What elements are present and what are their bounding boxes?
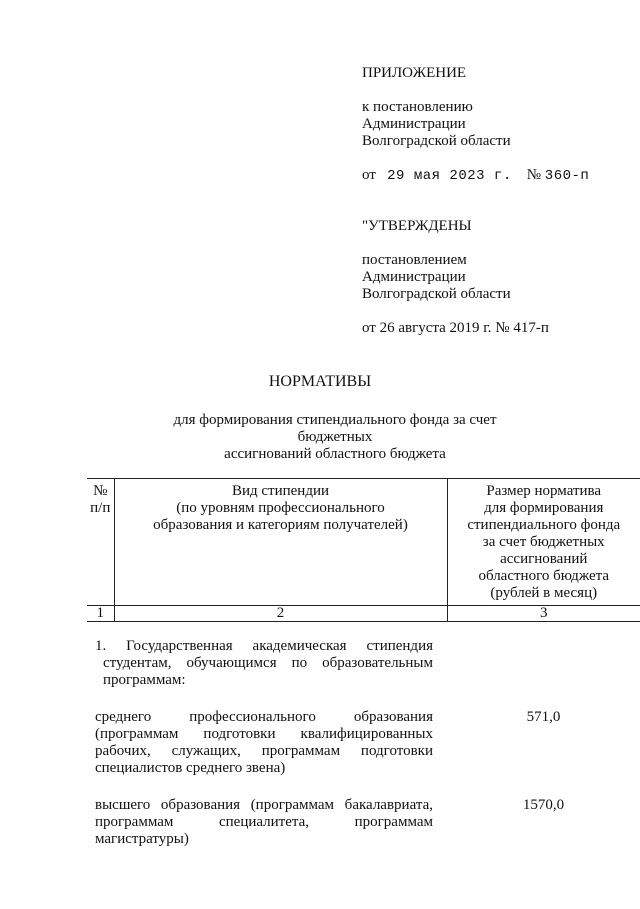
header-kind: [114, 479, 447, 606]
table-row: [87, 777, 640, 848]
table-row: [87, 689, 640, 777]
header-text: (рублей в месяц): [490, 585, 598, 601]
document-title: НОРМАТИВЫ: [268, 373, 372, 390]
header-text: п/п: [90, 500, 111, 516]
approved-block: [362, 218, 549, 337]
row-text: высшего образования (программам бакалавриата, программам специалитета, программам магистратуры): [95, 797, 433, 847]
header-text: за счет бюджетных: [482, 534, 605, 550]
appendix-line: Администрации: [362, 116, 466, 132]
header-text: областного бюджета: [478, 568, 610, 584]
row-value: 571,0: [526, 709, 561, 725]
appendix-block: [362, 65, 589, 185]
column-number: 1: [87, 606, 114, 622]
header-text: образования и категориям получателей): [153, 517, 408, 533]
header-text: Вид стипендии: [231, 483, 330, 499]
subtitle-line: для формирования стипендиального фонда за счет бюджетных: [173, 412, 497, 445]
header-text: №: [93, 483, 108, 499]
appendix-line: к постановлению: [362, 99, 473, 115]
header-text: стипендиального фонда: [467, 517, 621, 533]
approved-line: Волгоградской области: [362, 286, 511, 302]
row-text: среднего профессионального образования (программам подготовки квалифицированных рабочих, служащих, программам подготовки специалистов среднего звена): [95, 709, 433, 776]
appendix-date: 29 мая 2023 г.: [387, 168, 512, 184]
appendix-date-prefix: от: [362, 167, 376, 183]
subtitle-line: ассигнований областного бюджета: [224, 446, 446, 462]
norms-table-wrap: [87, 478, 640, 848]
header-size: [447, 479, 640, 606]
row-text: [87, 622, 447, 690]
document-subtitle: [150, 412, 520, 463]
header-text: ассигнований: [500, 551, 588, 567]
row-value: 1570,0: [522, 797, 565, 813]
appendix-date-line: [362, 167, 589, 185]
row-value: [447, 622, 640, 690]
table-row: [87, 622, 640, 690]
header-text: (по уровням профессионального: [176, 500, 385, 516]
header-number: [87, 479, 114, 606]
column-number-row: [87, 606, 640, 622]
approved-date-line: от 26 августа 2019 г. № 417-п: [362, 320, 549, 336]
approved-line: постановлением: [362, 252, 467, 268]
appendix-number: 360-п: [544, 168, 590, 184]
approved-title: "УТВЕРЖДЕНЫ: [362, 218, 472, 234]
header-text: Размер норматива: [486, 483, 602, 499]
column-number: 3: [447, 606, 640, 622]
approved-line: Администрации: [362, 269, 466, 285]
appendix-number-prefix: №: [526, 167, 542, 183]
appendix-line: Волгоградской области: [362, 133, 511, 149]
header-text: для формирования: [484, 500, 604, 516]
appendix-title: ПРИЛОЖЕНИЕ: [362, 65, 467, 81]
column-number: 2: [114, 606, 447, 622]
row-text-content: 1. Государственная академическая стипендия студентам, обучающимся по образовательным программам:: [95, 638, 433, 688]
norms-table: [87, 478, 640, 848]
table-header-row: [87, 479, 640, 606]
